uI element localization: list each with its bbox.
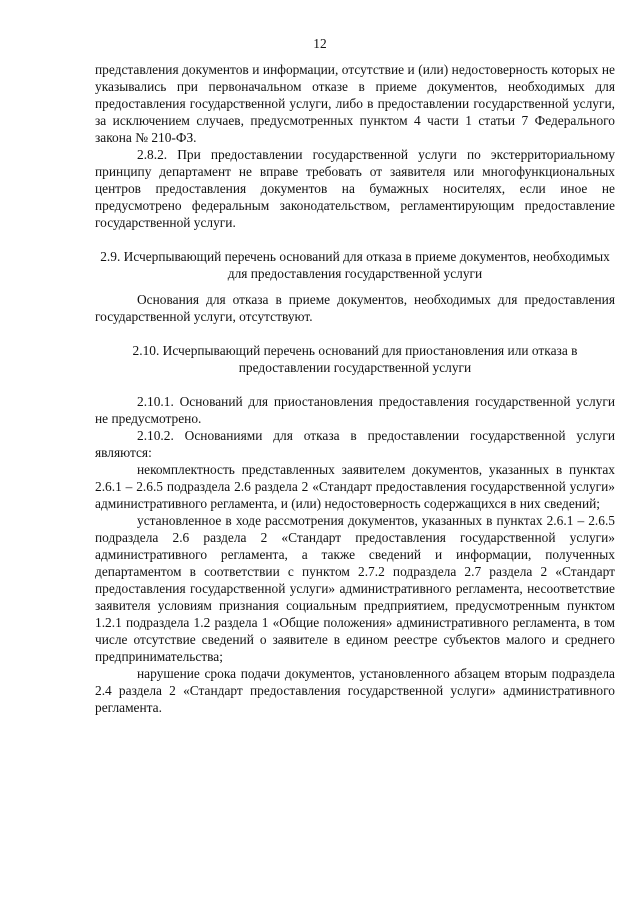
- paragraph-2-8-2: 2.8.2. При предоставлении государственной услуги по экстерриториальному принципу департамент не вправе требовать от заявителя или многофункциональных центров предоставления документов на бумажных носителях, если иное не предусмотрено федеральным законодательством, регламентирующим предоставление государственной услуги.: [95, 147, 615, 230]
- page-number: 12: [313, 36, 327, 51]
- section-heading-2-10: 2.10. Исчерпывающий перечень оснований для приостановления или отказа в предоставлении государственной услуги: [132, 343, 578, 375]
- list-item-nonconformity: установленное в ходе рассмотрения документов, указанных в пунктах 2.6.1 – 2.6.5 подраздела 2.6 раздела 2 «Стандарт предоставления государственной услуги» административного регламента, а также сведений и информации, полученных департаментом в соответствии с пунктом 2.7.2 подраздела 2.7 раздела 2 «Стандарт предоставления государственной услуги» административного регламента, несоответствие заявителя условиям признания социальным предприятием, предусмотренным пунктом 1.2.1 подраздела 1.2 раздела 1 «Общие положения» административного регламента, в том числе отсутствие сведений о заявителе в едином реестре субъектов малого и среднего предпринимательства;: [95, 513, 615, 664]
- section-heading-2-9: 2.9. Исчерпывающий перечень оснований для отказа в приеме документов, необходимых для предоставления государственной услуги: [100, 249, 610, 281]
- list-item-deadline-violation: нарушение срока подачи документов, установленного абзацем вторым подраздела 2.4 раздела 2 «Стандарт предоставления государственной услуги» административного регламента.: [95, 666, 615, 715]
- document-body: [95, 61, 615, 716]
- paragraph-2-9-body: Основания для отказа в приеме документов, необходимых для предоставления государственной услуги, отсутствуют.: [95, 292, 615, 324]
- paragraph-2-10-2: 2.10.2. Основаниями для отказа в предоставлении государственной услуги являются:: [95, 428, 615, 460]
- paragraph-2-10-1: 2.10.1. Оснований для приостановления предоставления государственной услуги не предусмотрено.: [95, 394, 615, 426]
- list-item-incompleteness: некомплектность представленных заявителем документов, указанных в пунктах 2.6.1 – 2.6.5 подраздела 2.6 раздела 2 «Стандарт предоставления государственной услуги» административного регламента, и (или) недостоверность содержащихся в них сведений;: [95, 462, 615, 511]
- paragraph-continued: представления документов и информации, отсутствие и (или) недостоверность которых не указывались при первоначальном отказе в приеме документов, необходимых для предоставления государственной услуги, либо в предоставлении государственной услуги, за исключением случаев, предусмотренных пунктом 4 части 1 статьи 7 Федерального закона № 210-ФЗ.: [95, 62, 615, 145]
